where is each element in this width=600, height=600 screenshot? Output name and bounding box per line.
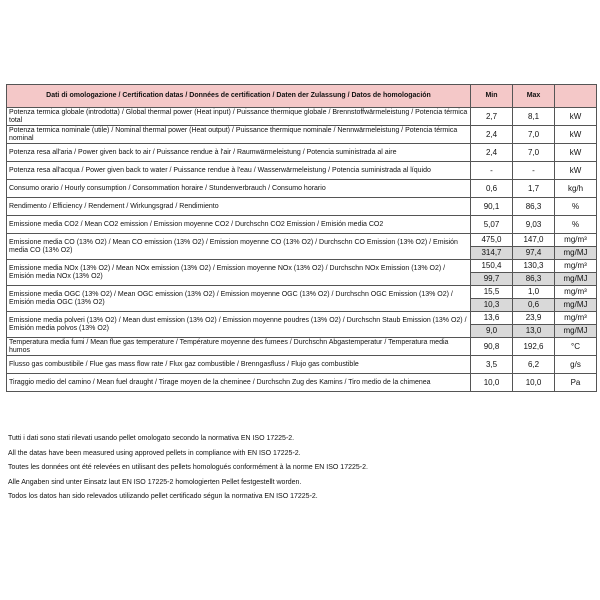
row-unit: °C — [555, 338, 597, 356]
row-min-value: 0,6 — [471, 180, 513, 198]
row-max-value-mj: 13,0 — [513, 325, 555, 338]
row-description: Potenza resa all'acqua / Power given back to water / Puissance rendue à l'eau / Wasserwärmeleistung / Potencia suministrada al líquido — [7, 162, 471, 180]
row-min-value-mj: 10,3 — [471, 299, 513, 312]
row-max-value: 6,2 — [513, 356, 555, 374]
row-unit: mg/m³ — [555, 234, 597, 247]
row-unit: mg/m³ — [555, 260, 597, 273]
row-max-value: 23,9 — [513, 312, 555, 325]
row-max-value-mj: 97,4 — [513, 247, 555, 260]
table-row — [7, 180, 597, 198]
table-row — [7, 198, 597, 216]
row-description: Emissione media CO2 / Mean CO2 emission / Emission moyenne CO2 / Durchschn CO2 Emission / Emisión media CO2 — [7, 216, 471, 234]
row-min-value-mj: 314,7 — [471, 247, 513, 260]
certification-notes — [8, 432, 588, 505]
table-row — [7, 374, 597, 392]
table-row — [7, 338, 597, 356]
table-row — [7, 126, 597, 144]
row-max-value: 9,03 — [513, 216, 555, 234]
row-min-value: - — [471, 162, 513, 180]
row-unit: % — [555, 216, 597, 234]
header-unit — [555, 85, 597, 108]
note-line: Toutes les données ont été relevées en utilisant des pellets homologués conformément à la norme EN ISO 17225-2. — [8, 464, 368, 472]
row-max-value: 1,0 — [513, 286, 555, 299]
row-unit: kW — [555, 108, 597, 126]
row-unit-mj: mg/MJ — [555, 273, 597, 286]
header-max: Max — [513, 85, 555, 108]
table-row — [7, 108, 597, 126]
row-unit: kW — [555, 126, 597, 144]
row-min-value: 15,5 — [471, 286, 513, 299]
row-max-value: 130,3 — [513, 260, 555, 273]
row-unit: mg/m³ — [555, 312, 597, 325]
row-description: Emissione media NOx (13% O2) / Mean NOx emission (13% O2) / Emission moyenne NOx (13% O2) / Durchschn NOx Emission (13% O2) / Emisión media NOx (13% O2) — [7, 260, 471, 286]
row-min-value-mj: 9,0 — [471, 325, 513, 338]
row-max-value: 192,6 — [513, 338, 555, 356]
row-unit: kg/h — [555, 180, 597, 198]
row-unit: g/s — [555, 356, 597, 374]
table-row — [7, 286, 597, 299]
row-max-value: - — [513, 162, 555, 180]
table-row — [7, 162, 597, 180]
row-max-value: 1,7 — [513, 180, 555, 198]
note-line: Alle Angaben sind unter Einsatz laut EN ISO 17225-2 homologierten Pellet festgestellt worden. — [8, 478, 302, 486]
note-line: Tutti i dati sono stati rilevati usando pellet omologato secondo la normativa EN ISO 17225-2. — [8, 435, 295, 442]
table-row — [7, 216, 597, 234]
row-description: Consumo orario / Hourly consumption / Consommation horaire / Stundenverbrauch / Consumo horario — [7, 180, 471, 198]
row-description: Potenza resa all'aria / Power given back to air / Puissance rendue à l'air / Raumwärmeleistung / Potencia suministrada al aire — [7, 144, 471, 162]
row-min-value: 90,1 — [471, 198, 513, 216]
table-row — [7, 234, 597, 247]
row-min-value: 13,6 — [471, 312, 513, 325]
row-min-value: 3,5 — [471, 356, 513, 374]
table-header-row — [7, 85, 597, 108]
note-line: Todos los datos han sido relevados utilizando pellet certificado ségun la normativa EN ISO 17225-2. — [8, 493, 318, 501]
note-line: All the datas have been measured using approved pellets in compliance with EN ISO 17225-2. — [8, 449, 301, 457]
row-min-value: 2,7 — [471, 108, 513, 126]
row-description: Emissione media CO (13% O2) / Mean CO emission (13% O2) / Emission moyenne CO (13% O2) / Durchschn CO Emission (13% O2) / Emisión media CO (13% O2) — [7, 234, 471, 260]
row-max-value-mj: 86,3 — [513, 273, 555, 286]
row-min-value: 10,0 — [471, 374, 513, 392]
header-description: Dati di omologazione / Certification datas / Données de certification / Daten der Zulassung / Datos de homologación — [7, 85, 471, 108]
row-description: Rendimento / Efficiency / Rendement / Wirkungsgrad / Rendimiento — [7, 198, 471, 216]
row-min-value: 150,4 — [471, 260, 513, 273]
row-description: Emissione media OGC (13% O2) / Mean OGC emission (13% O2) / Emission moyenne OGC (13% O2) / Durchschn OGC Emission (13% O2) / Emisión media OGC (13% O2) — [7, 286, 471, 312]
row-max-value-mj: 0,6 — [513, 299, 555, 312]
table-row — [7, 312, 597, 325]
row-max-value: 86,3 — [513, 198, 555, 216]
row-unit: kW — [555, 144, 597, 162]
row-min-value: 2,4 — [471, 144, 513, 162]
row-min-value: 90,8 — [471, 338, 513, 356]
row-unit-mj: mg/MJ — [555, 325, 597, 338]
row-unit-mj: mg/MJ — [555, 247, 597, 260]
row-max-value: 10,0 — [513, 374, 555, 392]
table-row — [7, 260, 597, 273]
row-unit: kW — [555, 162, 597, 180]
row-min-value: 2,4 — [471, 126, 513, 144]
table-row — [7, 144, 597, 162]
row-unit-mj: mg/MJ — [555, 299, 597, 312]
row-max-value: 8,1 — [513, 108, 555, 126]
table-body — [7, 108, 597, 392]
row-min-value: 5,07 — [471, 216, 513, 234]
row-description: Potenza termica nominale (utile) / Nominal thermal power (Heat output) / Puissance thermique nominale / Nennwärmeleistung / Potencia térmica nominal — [7, 126, 471, 144]
table-row — [7, 356, 597, 374]
row-description: Flusso gas combustibile / Flue gas mass flow rate / Flux gaz combustible / Brenngasfluss / Flujo gas combustible — [7, 356, 471, 374]
row-min-value-mj: 99,7 — [471, 273, 513, 286]
row-min-value: 475,0 — [471, 234, 513, 247]
header-min: Min — [471, 85, 513, 108]
row-description: Tiraggio medio del camino / Mean fuel draught / Tirage moyen de la cheminee / Durchschn Zug des Kamins / Tiro medio de la chimenea — [7, 374, 471, 392]
row-unit: Pa — [555, 374, 597, 392]
row-max-value: 7,0 — [513, 126, 555, 144]
row-description: Potenza termica globale (introdotta) / Global thermal power (Heat input) / Puissance thermique globale / Brennstoffwärmeleistung / Potencia térmica total — [7, 108, 471, 126]
row-description: Emissione media polveri (13% O2) / Mean dust emission (13% O2) / Emission moyenne poudres (13% O2) / Durchschn Staub Emission (13% O2) / Emisión media polvos (13% O2) — [7, 312, 471, 338]
row-max-value: 147,0 — [513, 234, 555, 247]
row-description: Temperatura media fumi / Mean flue gas temperature / Température moyenne des fumees / Durchschn Abgastemperatur / Temperatura media humos — [7, 338, 471, 356]
row-unit: mg/m³ — [555, 286, 597, 299]
row-max-value: 7,0 — [513, 144, 555, 162]
certification-table — [6, 84, 597, 392]
row-unit: % — [555, 198, 597, 216]
